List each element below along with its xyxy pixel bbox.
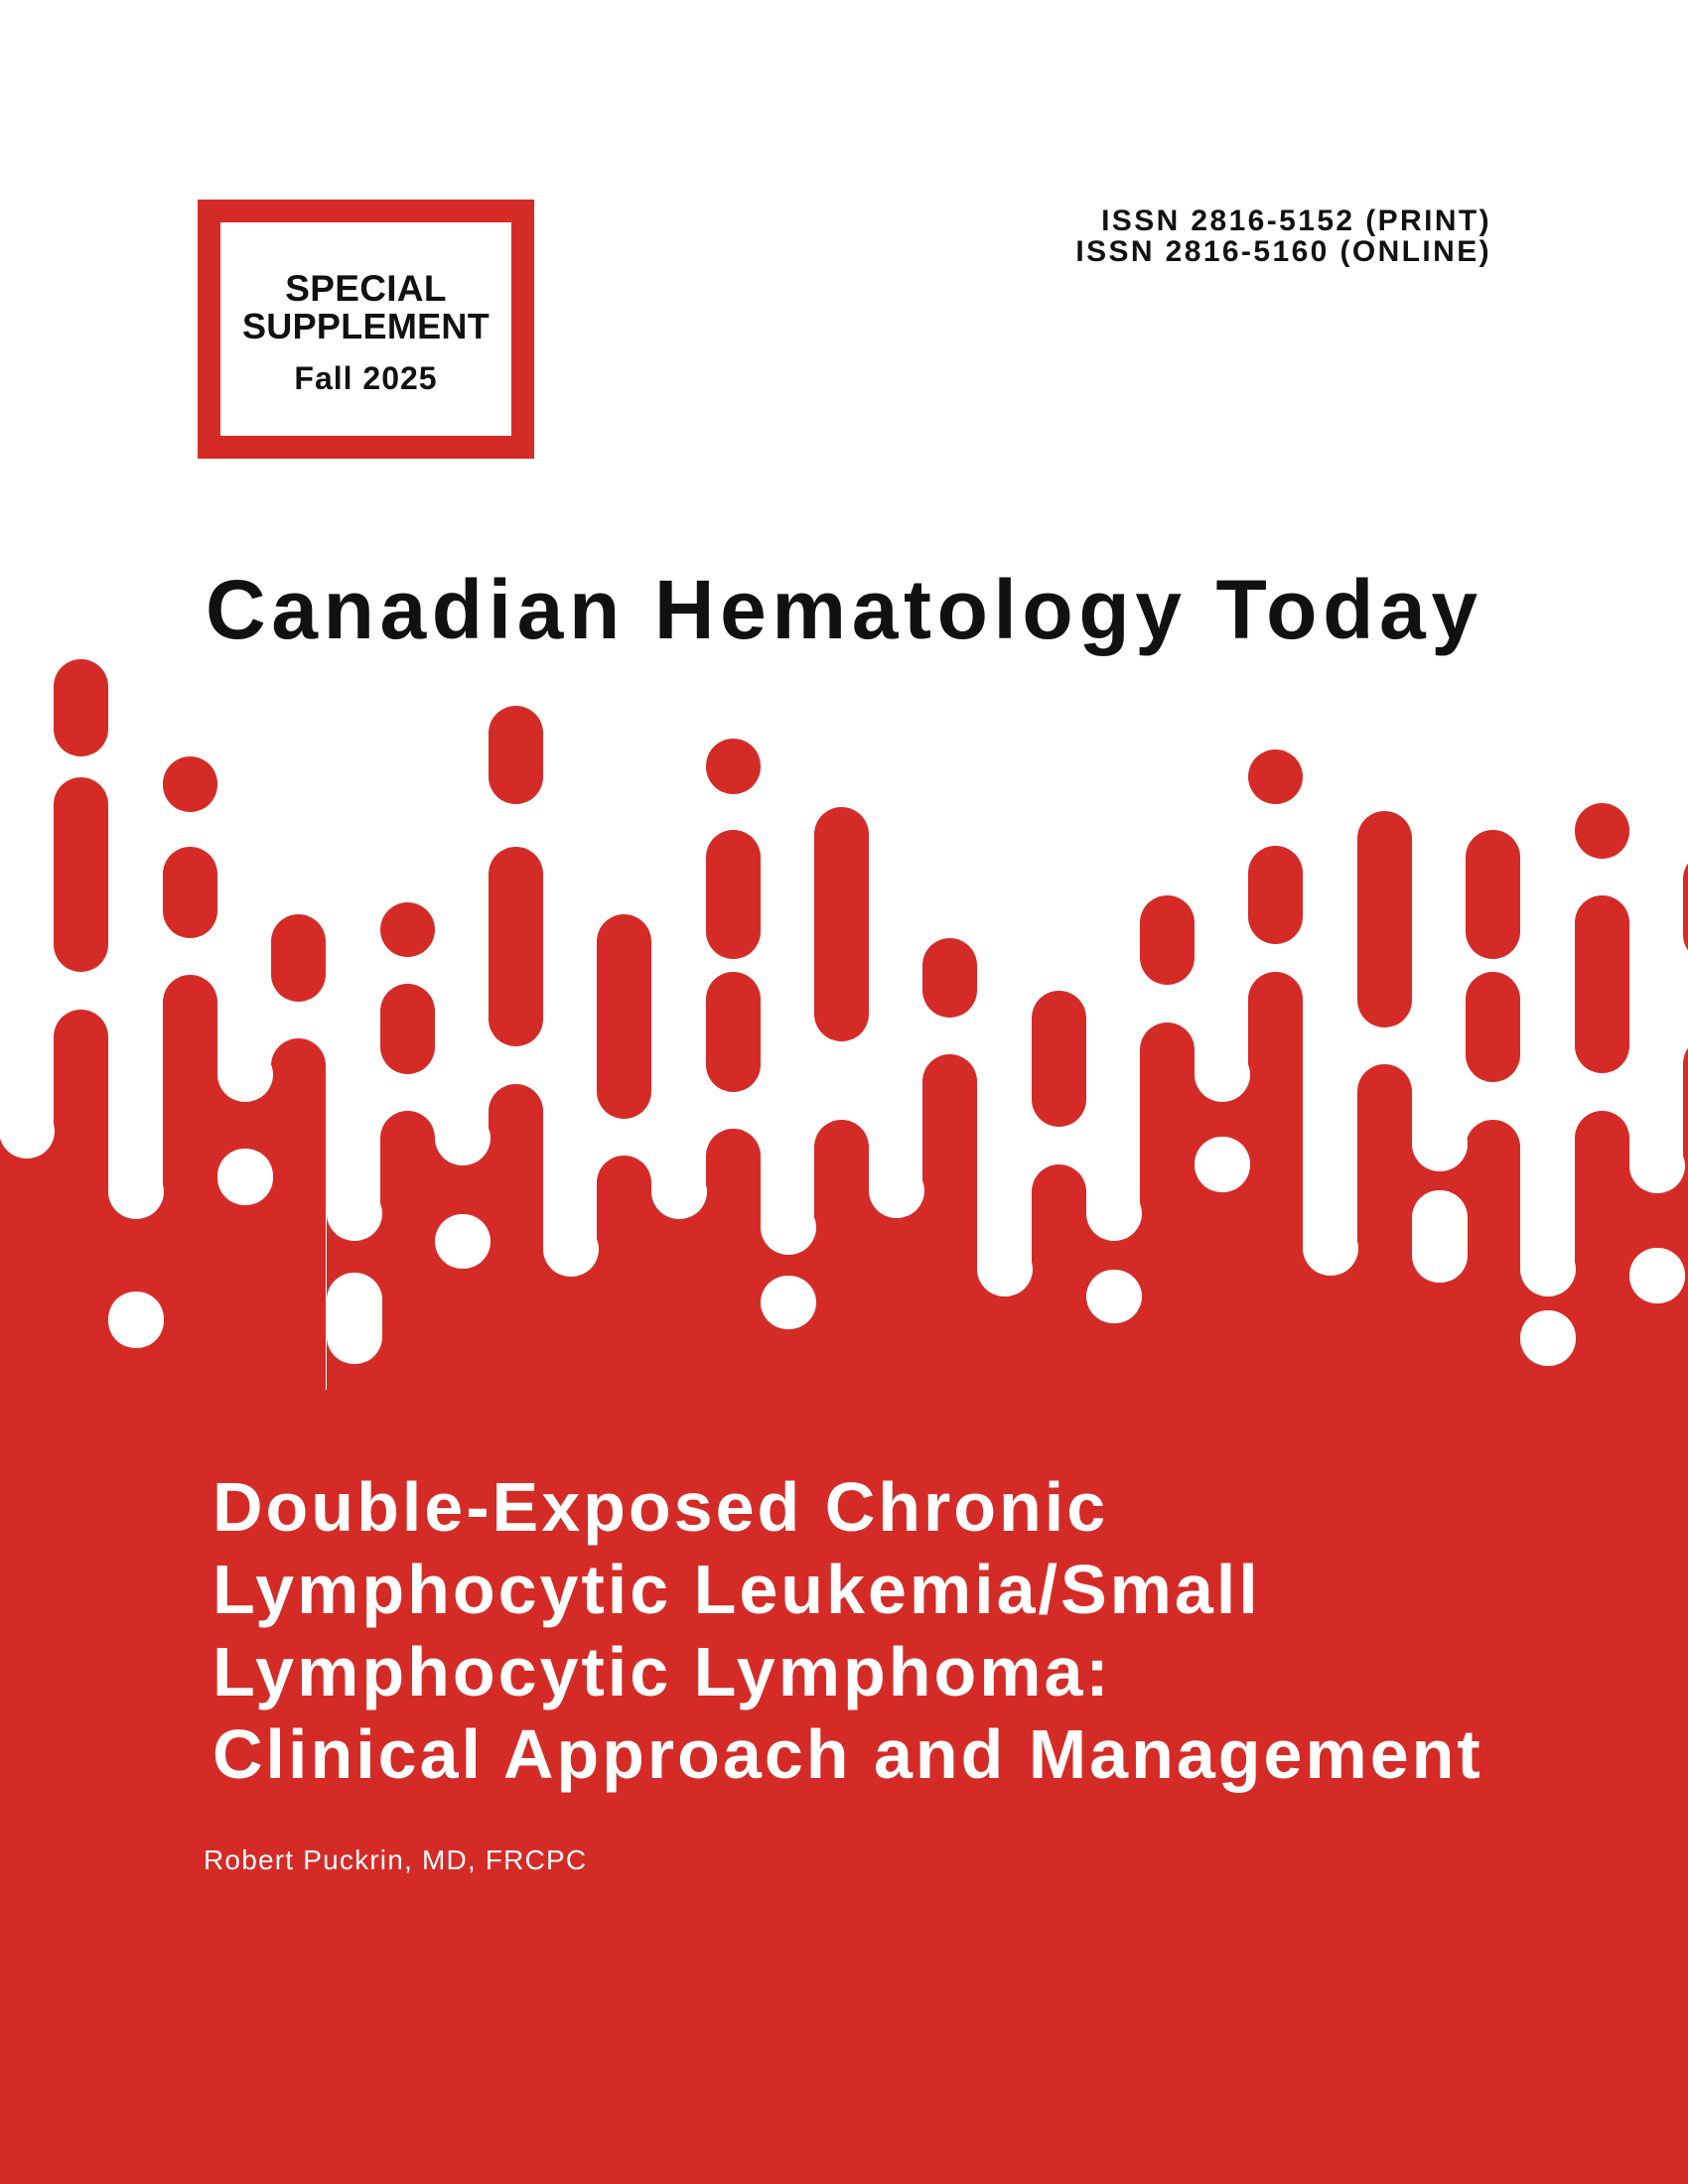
journal-title: Canadian Hematology Today [206, 563, 1483, 656]
article-title-line-4: Clinical Approach and Management [212, 1715, 1483, 1793]
article-title-line-1: Double-Exposed Chronic [212, 1468, 1109, 1546]
badge-line-special: SPECIAL [285, 268, 447, 309]
article-title-line-3: Lymphocytic Lymphoma: [212, 1633, 1112, 1710]
badge-issue-date: Fall 2025 [294, 360, 438, 396]
badge-line-supplement: SUPPLEMENT [241, 306, 491, 346]
issn-print: ISSN 2816-5152 (PRINT) [1101, 205, 1491, 237]
author-byline: Robert Puckrin, MD, FRCPC [204, 1844, 588, 1875]
article-title [212, 1466, 1483, 1796]
article-title-line-2: Lymphocytic Leukemia/Small [212, 1551, 1261, 1628]
issn-online: ISSN 2816-5160 (ONLINE) [1075, 235, 1491, 268]
special-supplement-badge [198, 200, 534, 459]
issn-block [1075, 205, 1491, 267]
